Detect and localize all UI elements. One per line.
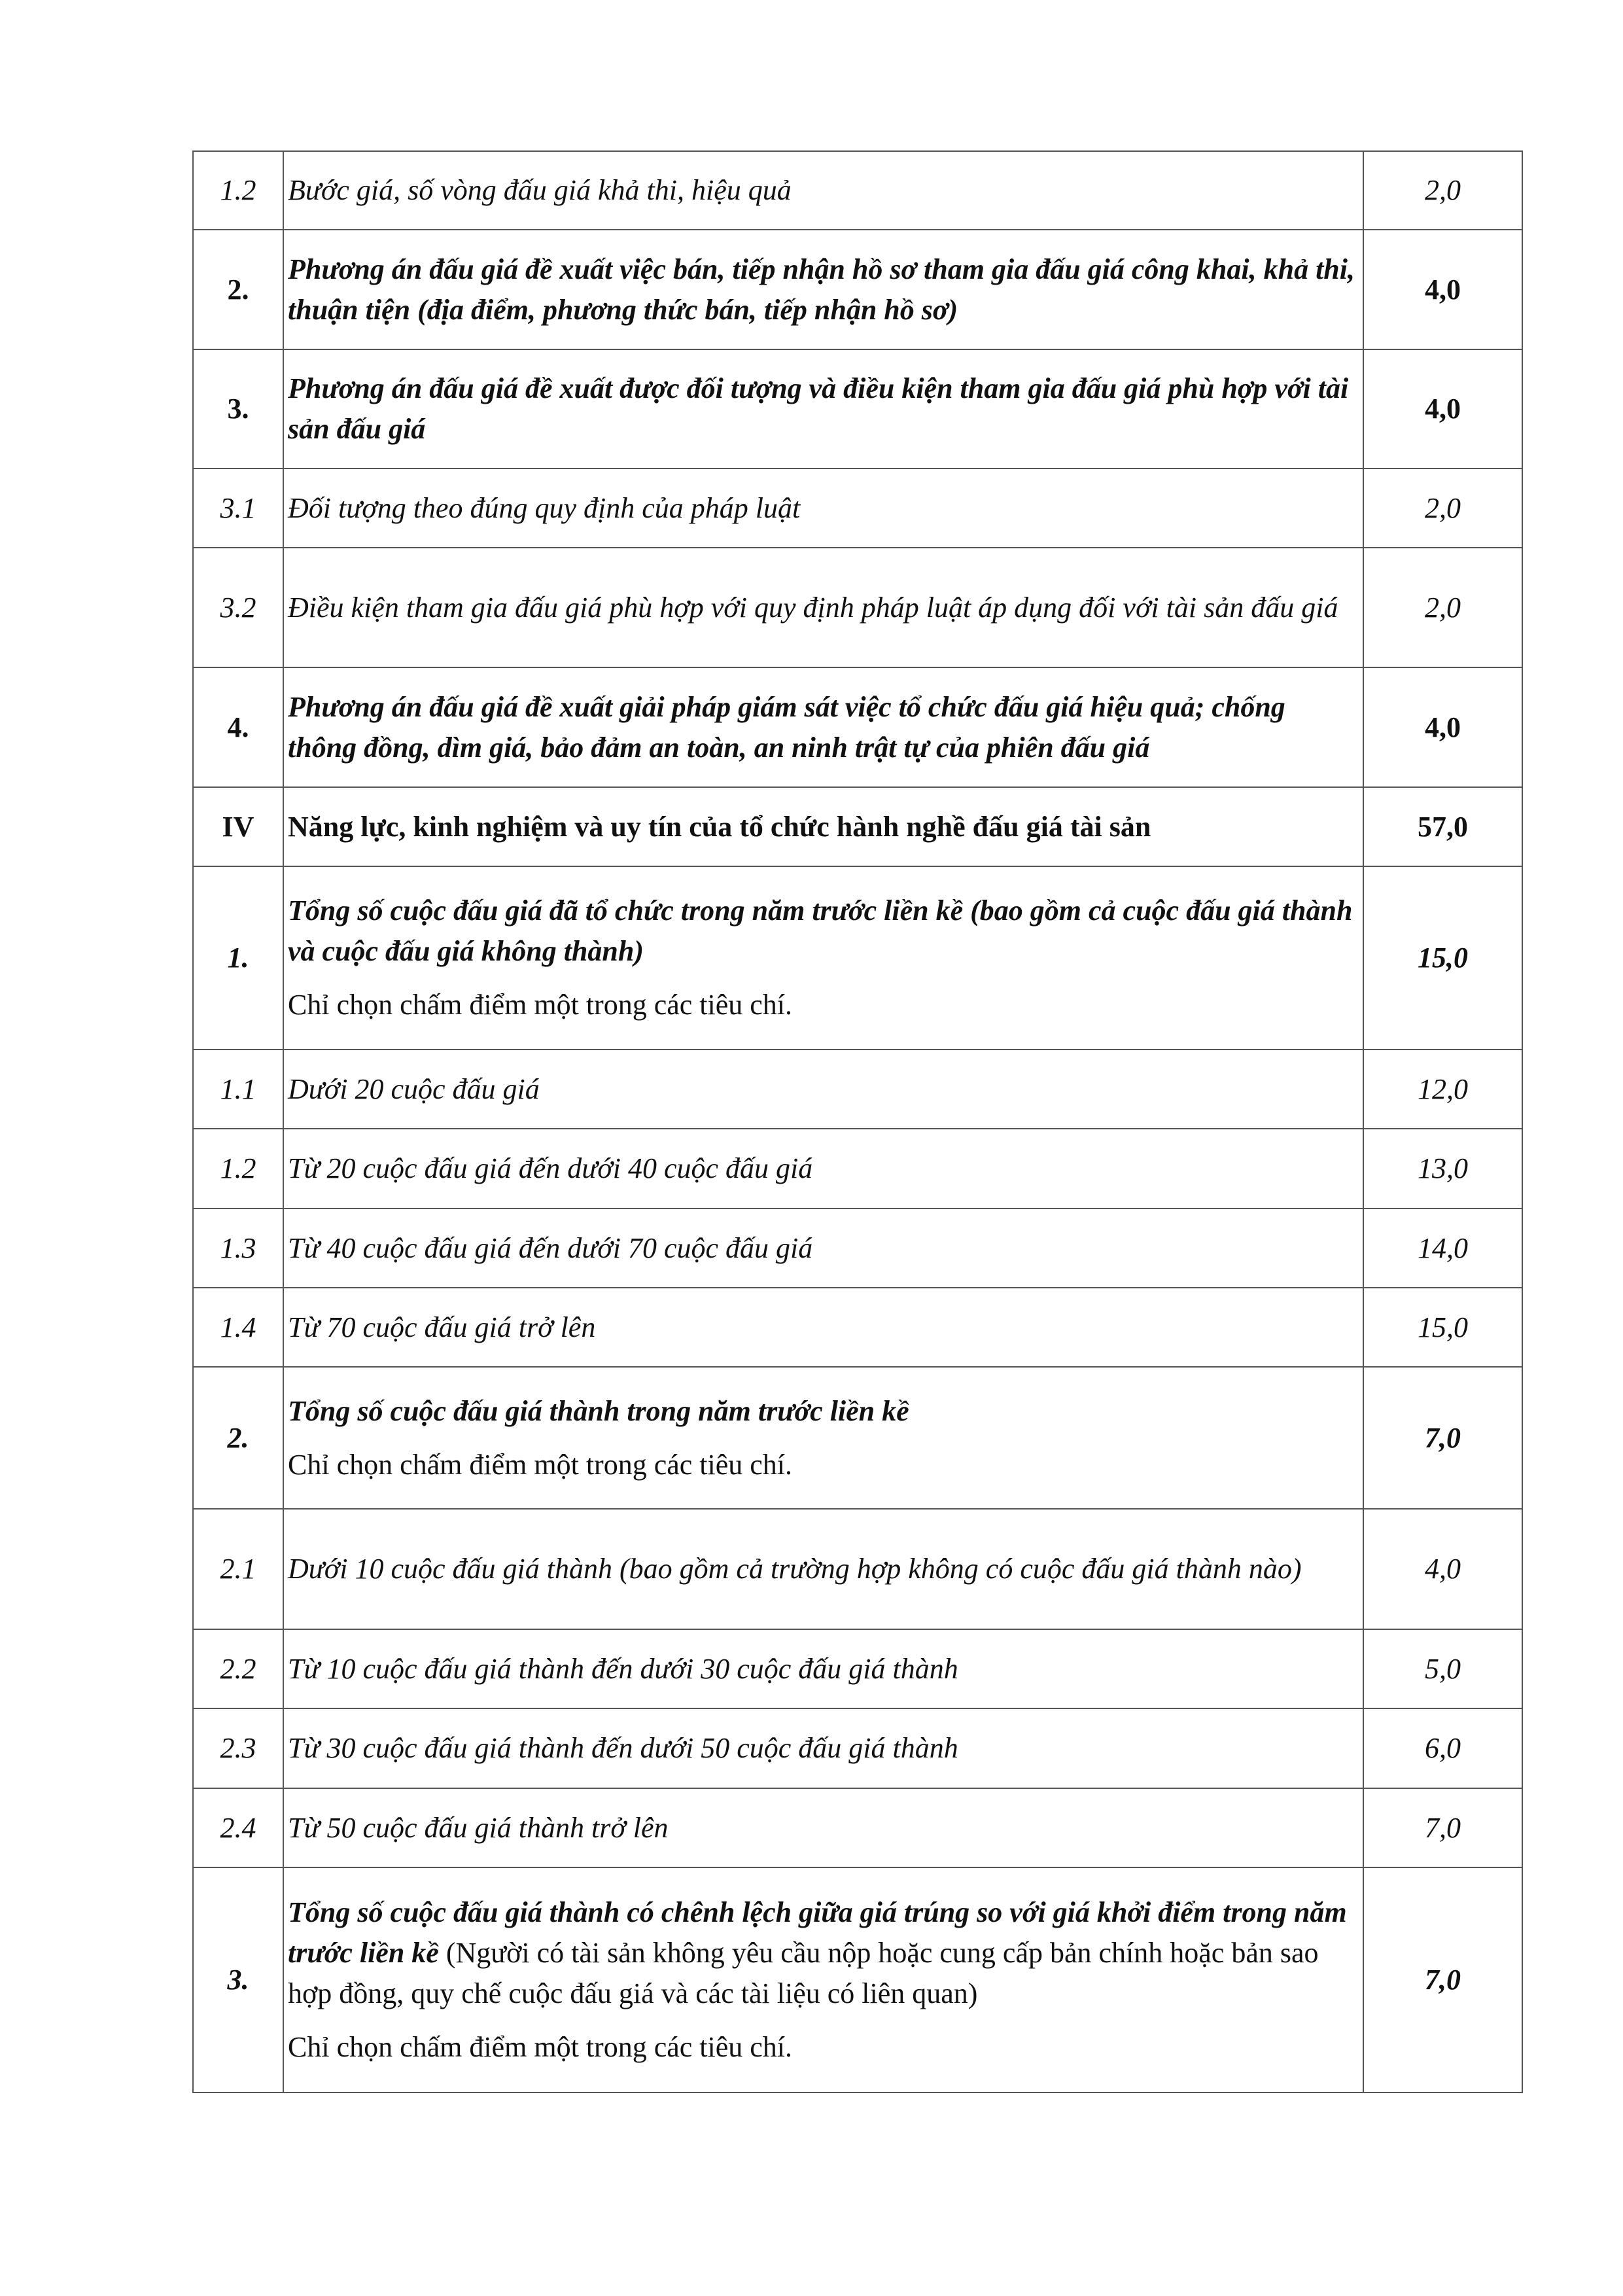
- criterion-extra: (Người có tài sản không yêu cầu nộp hoặc cung cấp bản chính hoặc bản sao hợp đồng, quy chế cuộc đấu giá và các tài liệu có liên quan): [288, 1937, 1319, 2009]
- criterion-points: 13,0: [1363, 1129, 1522, 1209]
- row-number: 3.1: [193, 468, 283, 548]
- criterion-text: Đối tượng theo đúng quy định của pháp luật: [283, 468, 1363, 548]
- criterion-text: Từ 30 cuộc đấu giá thành đến dưới 50 cuộc đấu giá thành: [283, 1708, 1363, 1788]
- criterion-points: 5,0: [1363, 1629, 1522, 1708]
- table-row: [193, 1288, 1522, 1367]
- criterion-cell: [283, 1367, 1363, 1509]
- row-number: 2.: [193, 1367, 283, 1509]
- criterion-text: Dưới 10 cuộc đấu giá thành (bao gồm cả trường hợp không có cuộc đấu giá thành nào): [283, 1509, 1363, 1629]
- criterion-text: Tổng số cuộc đấu giá thành trong năm trước liền kề: [288, 1394, 909, 1427]
- table-row: [193, 1050, 1522, 1129]
- section-points: 57,0: [1363, 787, 1522, 866]
- row-number: 2.3: [193, 1708, 283, 1788]
- table-row: [193, 1867, 1522, 2093]
- criterion-cell: [283, 866, 1363, 1050]
- criterion-text: Từ 20 cuộc đấu giá đến dưới 40 cuộc đấu giá: [283, 1129, 1363, 1209]
- criterion-text: Bước giá, số vòng đấu giá khả thi, hiệu quả: [283, 151, 1363, 230]
- criterion-note: Chỉ chọn chấm điểm một trong các tiêu chí.: [288, 1448, 793, 1481]
- row-number: 1.1: [193, 1050, 283, 1129]
- row-number: 1.4: [193, 1288, 283, 1367]
- table-row: [193, 1367, 1522, 1509]
- criterion-points: 7,0: [1363, 1867, 1522, 2093]
- row-number: 1.3: [193, 1209, 283, 1288]
- criterion-note: Chỉ chọn chấm điểm một trong các tiêu chí.: [288, 2031, 793, 2063]
- criterion-points: 14,0: [1363, 1209, 1522, 1288]
- table-row: [193, 866, 1522, 1050]
- criterion-points: 12,0: [1363, 1050, 1522, 1129]
- table-row: [193, 1629, 1522, 1708]
- table-row: [193, 548, 1522, 667]
- criterion-text: Phương án đấu giá đề xuất được đối tượng và điều kiện tham gia đấu giá phù hợp với tài sản đấu giá: [283, 349, 1363, 468]
- table-row: [193, 1129, 1522, 1209]
- table-row: [193, 230, 1522, 349]
- criterion-text: Phương án đấu giá đề xuất giải pháp giám sát việc tổ chức đấu giá hiệu quả; chống thông đồng, dìm giá, bảo đảm an toàn, an ninh trật tự của phiên đấu giá: [283, 667, 1363, 787]
- row-number: 1.2: [193, 1129, 283, 1209]
- row-number: 2.4: [193, 1788, 283, 1867]
- criterion-points: 2,0: [1363, 468, 1522, 548]
- criterion-text: Phương án đấu giá đề xuất việc bán, tiếp nhận hồ sơ tham gia đấu giá công khai, khả thi, thuận tiện (địa điểm, phương thức bán, tiếp nhận hồ sơ): [283, 230, 1363, 349]
- criterion-points: 4,0: [1363, 349, 1522, 468]
- table-row: [193, 1788, 1522, 1867]
- criterion-points: 4,0: [1363, 667, 1522, 787]
- criterion-note: Chỉ chọn chấm điểm một trong các tiêu chí.: [288, 989, 793, 1021]
- criterion-points: 4,0: [1363, 230, 1522, 349]
- criterion-points: 6,0: [1363, 1708, 1522, 1788]
- criterion-points: 15,0: [1363, 1288, 1522, 1367]
- table-row: [193, 1209, 1522, 1288]
- criterion-text: Dưới 20 cuộc đấu giá: [283, 1050, 1363, 1129]
- criterion-text: Từ 70 cuộc đấu giá trở lên: [283, 1288, 1363, 1367]
- criterion-text: Điều kiện tham gia đấu giá phù hợp với quy định pháp luật áp dụng đối với tài sản đấu giá: [283, 548, 1363, 667]
- table-row: [193, 1509, 1522, 1629]
- scoring-criteria-table: [192, 150, 1523, 2093]
- table-row: [193, 667, 1522, 787]
- row-number: 4.: [193, 667, 283, 787]
- criterion-text: Tổng số cuộc đấu giá đã tổ chức trong năm trước liền kề (bao gồm cả cuộc đấu giá thành và cuộc đấu giá không thành): [288, 894, 1353, 967]
- row-number: 1.2: [193, 151, 283, 230]
- row-number: 2.2: [193, 1629, 283, 1708]
- criterion-text: Từ 10 cuộc đấu giá thành đến dưới 30 cuộc đấu giá thành: [283, 1629, 1363, 1708]
- criterion-points: 7,0: [1363, 1788, 1522, 1867]
- row-number: 3.: [193, 1867, 283, 2093]
- criterion-points: 2,0: [1363, 548, 1522, 667]
- row-number: 3.2: [193, 548, 283, 667]
- row-number: 2.1: [193, 1509, 283, 1629]
- row-number: 3.: [193, 349, 283, 468]
- table-row: [193, 468, 1522, 548]
- table-row: [193, 349, 1522, 468]
- section-title: Năng lực, kinh nghiệm và uy tín của tổ chức hành nghề đấu giá tài sản: [283, 787, 1363, 866]
- criterion-points: 7,0: [1363, 1367, 1522, 1509]
- criterion-points: 2,0: [1363, 151, 1522, 230]
- criterion-points: 4,0: [1363, 1509, 1522, 1629]
- criterion-text: Từ 40 cuộc đấu giá đến dưới 70 cuộc đấu giá: [283, 1209, 1363, 1288]
- criterion-text: Từ 50 cuộc đấu giá thành trở lên: [283, 1788, 1363, 1867]
- section-number: IV: [193, 787, 283, 866]
- criterion-points: 15,0: [1363, 866, 1522, 1050]
- table-row: [193, 151, 1522, 230]
- row-number: 1.: [193, 866, 283, 1050]
- section-header-row: [193, 787, 1522, 866]
- criterion-cell: [283, 1867, 1363, 2093]
- criterion-text: Tổng số cuộc đấu giá thành có chênh lệch giữa giá trúng so với giá khởi điểm trong năm trước liền kề: [288, 1896, 1347, 1969]
- row-number: 2.: [193, 230, 283, 349]
- table-row: [193, 1708, 1522, 1788]
